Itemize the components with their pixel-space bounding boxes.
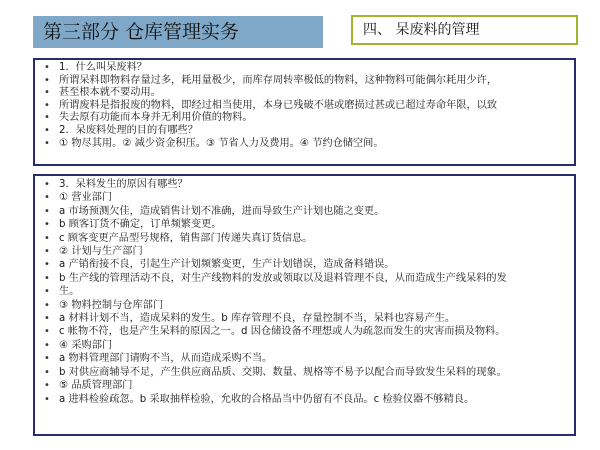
bullet-line: • 所谓呆料即物料存量过多，耗用量极少，而库存周转率极低的物料，这种物料可能偶尔耗用少许， (44, 74, 498, 86)
bullet-icon: • (44, 112, 50, 124)
bullet-line: • ⑤ 品质管理部门 (44, 380, 133, 392)
bullet-line: • 3．呆料发生的原因有哪些？ (44, 179, 188, 190)
bullet-icon: • (44, 219, 50, 231)
definition-panel (33, 58, 576, 166)
bullet-line: • ④ 采购部门 (44, 339, 113, 351)
bullet-line: • a 产销衔接不良，引起生产计划频繁变更，生产计划错误，造成备料错误。 (44, 259, 395, 271)
bullet-line: • ① 营业部门 (44, 192, 113, 204)
page-title: 第三部分 仓库管理实务 (43, 21, 240, 43)
bullet-line: • a 进料检验疏忽。b 采取抽样检验，允收的合格品当中仍留有不良品。c 检验仪器不够精良。 (44, 393, 475, 405)
bullet-line: • 所谓废料是指报废的物料，即经过相当使用，本身已残破不堪或磨损过甚或已超过寿命年限，以致 (44, 99, 498, 111)
bullet-icon: • (44, 313, 50, 325)
bullet-icon: • (44, 393, 50, 405)
bullet-icon: • (44, 286, 50, 298)
bullet-line: • ① 物尽其用。② 减少资金积压。③ 节省人力及费用。④ 节约仓储空间。 (44, 137, 384, 149)
bullet-icon: • (44, 192, 50, 204)
bullet-icon: • (44, 353, 50, 365)
bullet-line: • b 顾客订货不确定，订单频繁变更。 (44, 219, 222, 231)
causes-panel (33, 174, 576, 436)
title-bar (33, 16, 323, 48)
bullet-icon: • (44, 205, 50, 217)
bullet-icon: • (44, 87, 50, 99)
bullet-line: • a 物料管理部门请购不当，从而造成采购不当。 (44, 353, 273, 365)
bullet-line: • 2．呆废料处理的目的有哪些？ (44, 124, 198, 136)
bullet-icon: • (44, 326, 50, 338)
bullet-line: • b 生产线的管理活动不良，对生产线物料的发放或领取以及退料管理不良，从而造成生产线呆料的发 (44, 272, 507, 284)
bullet-icon: • (44, 179, 50, 190)
bullet-icon: • (44, 272, 50, 284)
bullet-icon: • (44, 232, 50, 244)
bullet-line: • 失去原有功能而本身并无利用价值的物料。 (44, 112, 253, 124)
bullet-line: • c 顾客变更产品型号规格，销售部门传递失真订货信息。 (44, 232, 313, 244)
bullet-line: • 生。 (44, 286, 80, 298)
bullet-icon: • (44, 99, 50, 111)
bullet-icon: • (44, 259, 50, 271)
bullet-icon: • (44, 246, 50, 258)
bullet-icon: • (44, 380, 50, 392)
bullet-line: • a 市场预测欠佳，造成销售计划不准确，进而导致生产计划也随之变更。 (44, 205, 385, 217)
bullet-line: • 甚至根本就不要动用。 (44, 87, 161, 99)
bullet-line: • c 帐物不符，也是产生呆料的原因之一。d 因仓储设备不理想或人为疏忽而发生的灾害而损及物料。 (44, 326, 506, 338)
bullet-icon: • (44, 339, 50, 351)
bullet-icon: • (44, 124, 50, 136)
bullet-icon: • (44, 366, 50, 378)
bullet-line: • ③ 物料控制与仓库部门 (44, 299, 164, 311)
bullet-line: • ② 计划与生产部门 (44, 246, 143, 258)
bullet-line: • 1．什么叫呆废料？ (44, 62, 147, 73)
bullet-line: • b 对供应商辅导不足，产生供应商品质、交期、数量、规格等不易予以配合而导致发生呆料的现象。 (44, 366, 507, 378)
bullet-icon: • (44, 299, 50, 311)
section-heading: 四、 呆废料的管理 (363, 22, 480, 38)
bullet-icon: • (44, 137, 50, 149)
section-heading-box (351, 15, 578, 45)
bullet-line: • a 材料计划不当，造成呆料的发生。b 库存管理不良，存量控制不当，呆料也容易产生。 (44, 313, 456, 325)
bullet-icon: • (44, 62, 50, 73)
bullet-icon: • (44, 74, 50, 86)
